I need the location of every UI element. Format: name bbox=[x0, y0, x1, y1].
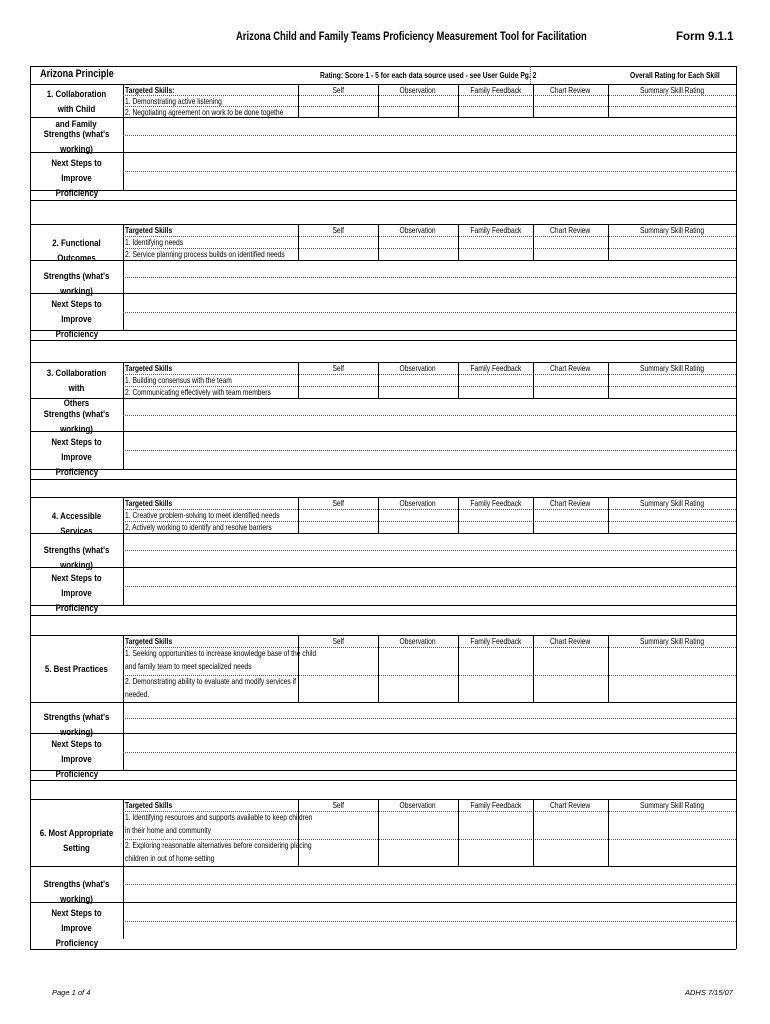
col-observation-header-5: Observation bbox=[399, 636, 437, 646]
strengths-label-5: Strengths (what's working) bbox=[43, 712, 110, 738]
rating-summary-s4-k1[interactable] bbox=[609, 510, 735, 520]
rating-self-s4-k2[interactable] bbox=[299, 522, 377, 532]
skills-heading-2: Targeted Skills bbox=[125, 225, 173, 235]
col-summary-header-1: Summary Skill Rating bbox=[639, 85, 705, 95]
rating-chart-review-s5-k1[interactable] bbox=[534, 648, 607, 674]
next-steps-label-3: Next Steps to Improve Proficiency bbox=[51, 437, 102, 478]
skill-1-2: 2. Negotiating agreement on work to be done togethe bbox=[125, 107, 284, 117]
skill-3-2: 2. Communicating effectively with team members bbox=[125, 387, 271, 397]
col-chart-review-header-2: Chart Review bbox=[550, 225, 591, 235]
col-family-feedback-header-4: Family Feedback bbox=[469, 498, 521, 508]
rating-family-feedback-s5-k1[interactable] bbox=[459, 648, 532, 674]
rating-summary-s5-k2[interactable] bbox=[609, 676, 735, 701]
col-self-header-6: Self bbox=[332, 800, 344, 810]
rating-chart-review-s3-k2[interactable] bbox=[534, 387, 607, 397]
col-family-feedback-header-3: Family Feedback bbox=[469, 363, 521, 373]
col-self-header-3: Self bbox=[332, 363, 344, 373]
strengths-field-5[interactable] bbox=[124, 703, 735, 732]
col-summary-header-5: Summary Skill Rating bbox=[639, 636, 705, 646]
rating-observation-s6-k1[interactable] bbox=[379, 812, 457, 838]
strengths-field-3[interactable] bbox=[124, 399, 735, 430]
rating-self-s2-k2[interactable] bbox=[299, 249, 377, 259]
skill-2-1: 1. Identifying needs bbox=[125, 237, 184, 247]
rating-self-s3-k2[interactable] bbox=[299, 387, 377, 397]
strengths-field-1[interactable] bbox=[124, 118, 735, 151]
rating-observation-s3-k2[interactable] bbox=[379, 387, 457, 397]
strengths-label-1: Strengths (what's working) bbox=[43, 129, 110, 155]
rating-family-feedback-s5-k2[interactable] bbox=[459, 676, 532, 701]
strengths-label-6: Strengths (what's working) bbox=[43, 878, 110, 905]
rating-self-s6-k2[interactable] bbox=[299, 840, 377, 865]
rating-summary-s6-k1[interactable] bbox=[609, 812, 735, 838]
strengths-label-2: Strengths (what's working) bbox=[43, 271, 110, 297]
col-chart-review-header-4: Chart Review bbox=[550, 498, 591, 508]
rating-chart-review-s4-k2[interactable] bbox=[534, 522, 607, 532]
rating-self-s5-k1[interactable] bbox=[299, 648, 377, 674]
col-family-feedback-header-1: Family Feedback bbox=[469, 85, 521, 95]
next-steps-field-4[interactable] bbox=[124, 568, 735, 604]
strengths-field-6[interactable] bbox=[124, 867, 735, 901]
rating-chart-review-s4-k1[interactable] bbox=[534, 510, 607, 520]
rating-family-feedback-s6-k2[interactable] bbox=[459, 840, 532, 865]
rating-chart-review-s3-k1[interactable] bbox=[534, 375, 607, 385]
rating-family-feedback-s6-k1[interactable] bbox=[459, 812, 532, 838]
rating-chart-review-s1-k1[interactable] bbox=[534, 96, 607, 105]
col-summary-header-3: Summary Skill Rating bbox=[639, 363, 705, 373]
rating-family-feedback-s1-k1[interactable] bbox=[459, 96, 532, 105]
skill-6-2-cont: children in out of home setting bbox=[125, 853, 215, 863]
rating-summary-s2-k1[interactable] bbox=[609, 237, 735, 247]
rating-chart-review-s6-k1[interactable] bbox=[534, 812, 607, 838]
proficiency-table bbox=[30, 66, 736, 949]
col-family-feedback-header-6: Family Feedback bbox=[469, 800, 521, 810]
col-summary-header-2: Summary Skill Rating bbox=[639, 225, 705, 235]
col-chart-review-header-3: Chart Review bbox=[550, 363, 591, 373]
col-self-header-5: Self bbox=[332, 636, 344, 646]
col-observation-header-1: Observation bbox=[399, 85, 437, 95]
col-observation-header-4: Observation bbox=[399, 498, 437, 508]
skills-heading-4: Targeted Skills bbox=[125, 498, 173, 508]
rating-chart-review-s2-k2[interactable] bbox=[534, 249, 607, 259]
strengths-field-2[interactable] bbox=[124, 261, 735, 292]
strengths-label-4: Strengths (what's working) bbox=[43, 544, 110, 571]
skill-6-1: 1. Identifying resources and supports available to keep children bbox=[125, 812, 313, 822]
rating-observation-s5-k1[interactable] bbox=[379, 648, 457, 674]
rating-observation-s1-k1[interactable] bbox=[379, 96, 457, 105]
rating-self-s6-k1[interactable] bbox=[299, 812, 377, 838]
rating-chart-review-s5-k2[interactable] bbox=[534, 676, 607, 701]
overall-rating-header: Overall Rating for Each Skill bbox=[630, 70, 720, 80]
skills-heading-6: Targeted Skills bbox=[125, 800, 173, 810]
principle-6-label: 6. Most Appropriate Setting bbox=[39, 828, 114, 854]
principle-4-label: 4. Accessible Services bbox=[51, 510, 102, 537]
next-steps-label-1: Next Steps to Improve Proficiency bbox=[51, 158, 102, 199]
skills-heading-5: Targeted Skills bbox=[125, 636, 173, 646]
rating-observation-s2-k1[interactable] bbox=[379, 237, 457, 247]
next-steps-label-6: Next Steps to Improve Proficiency bbox=[51, 907, 102, 949]
next-steps-field-2[interactable] bbox=[124, 294, 735, 329]
rating-summary-s4-k2[interactable] bbox=[609, 522, 735, 532]
rating-self-s1-k1[interactable] bbox=[299, 96, 377, 105]
rating-observation-s4-k2[interactable] bbox=[379, 522, 457, 532]
next-steps-label-4: Next Steps to Improve Proficiency bbox=[51, 573, 102, 614]
rating-self-s2-k1[interactable] bbox=[299, 237, 377, 247]
col-self-header-2: Self bbox=[332, 225, 344, 235]
skill-5-1-cont: and family team to meet specialized needs bbox=[125, 661, 252, 671]
rating-observation-s1-k2[interactable] bbox=[379, 107, 457, 116]
skill-6-1-cont: in their home and community bbox=[125, 825, 212, 835]
rating-chart-review-s6-k2[interactable] bbox=[534, 840, 607, 865]
rating-family-feedback-s4-k1[interactable] bbox=[459, 510, 532, 520]
next-steps-field-5[interactable] bbox=[124, 734, 735, 769]
form-title: Arizona Child and Family Teams Proficiency Measurement Tool for Facilitation bbox=[236, 31, 587, 43]
col-chart-review-header-6: Chart Review bbox=[550, 800, 591, 810]
rating-family-feedback-s2-k2[interactable] bbox=[459, 249, 532, 259]
rating-family-feedback-s1-k2[interactable] bbox=[459, 107, 532, 116]
rating-family-feedback-s3-k2[interactable] bbox=[459, 387, 532, 397]
principle-5-label: 5. Best Practices bbox=[45, 664, 108, 675]
skill-4-2: 2. Actively working to identify and resolve barriers bbox=[125, 522, 272, 532]
rating-self-s1-k2[interactable] bbox=[299, 107, 377, 116]
strengths-label-3: Strengths (what's working) bbox=[43, 409, 110, 435]
next-steps-field-1[interactable] bbox=[124, 153, 735, 189]
rating-family-feedback-s3-k1[interactable] bbox=[459, 375, 532, 385]
principle-column-header: Arizona Principle bbox=[39, 68, 114, 80]
skill-5-2-cont: needed. bbox=[125, 689, 150, 699]
rating-instructions: Rating: Score 1 - 5 for each data source used - see User Guide Pg. 2 bbox=[320, 70, 537, 80]
principle-2-label: 2. Functional Outcomes bbox=[52, 237, 101, 264]
col-observation-header-2: Observation bbox=[399, 225, 437, 235]
rating-summary-s1-k1[interactable] bbox=[609, 96, 735, 105]
form-code: ADHS 7/15/07 bbox=[685, 988, 733, 997]
rating-observation-s5-k2[interactable] bbox=[379, 676, 457, 701]
col-family-feedback-header-2: Family Feedback bbox=[469, 225, 521, 235]
col-observation-header-6: Observation bbox=[399, 800, 437, 810]
rating-family-feedback-s2-k1[interactable] bbox=[459, 237, 532, 247]
next-steps-field-3[interactable] bbox=[124, 432, 735, 468]
strengths-field-4[interactable] bbox=[124, 534, 735, 566]
rating-self-s3-k1[interactable] bbox=[299, 375, 377, 385]
rating-summary-s3-k1[interactable] bbox=[609, 375, 735, 385]
skill-3-1: 1. Building consensus with the team bbox=[125, 375, 232, 385]
next-steps-label-2: Next Steps to Improve Proficiency bbox=[51, 298, 102, 340]
rating-observation-s3-k1[interactable] bbox=[379, 375, 457, 385]
rating-chart-review-s2-k1[interactable] bbox=[534, 237, 607, 247]
rating-observation-s6-k2[interactable] bbox=[379, 840, 457, 865]
col-family-feedback-header-5: Family Feedback bbox=[469, 636, 521, 646]
rating-summary-s5-k1[interactable] bbox=[609, 648, 735, 674]
skill-4-1: 1. Creative problem-solving to meet identified needs bbox=[125, 510, 280, 520]
col-summary-header-4: Summary Skill Rating bbox=[639, 498, 705, 508]
col-observation-header-3: Observation bbox=[399, 363, 437, 373]
col-chart-review-header-1: Chart Review bbox=[550, 85, 591, 95]
rating-chart-review-s1-k2[interactable] bbox=[534, 107, 607, 116]
form-number: Form 9.1.1 bbox=[676, 31, 734, 43]
next-steps-label-5: Next Steps to Improve Proficiency bbox=[51, 738, 102, 780]
skill-6-2: 2. Exploring reasonable alternatives before considering placing bbox=[125, 840, 312, 850]
rating-summary-s6-k2[interactable] bbox=[609, 840, 735, 865]
skill-2-2: 2. Service planning process builds on identified needs bbox=[125, 249, 285, 259]
rating-summary-s2-k2[interactable] bbox=[609, 249, 735, 259]
next-steps-field-6[interactable] bbox=[124, 903, 735, 938]
skills-heading-3: Targeted Skills bbox=[125, 363, 173, 373]
skill-5-2: 2. Demonstrating ability to evaluate and modify services if bbox=[125, 676, 296, 686]
page-number: Page 1 of 4 bbox=[52, 988, 91, 997]
rating-summary-s3-k2[interactable] bbox=[609, 387, 735, 397]
principle-1-label: 1. Collaboration with Child and Family bbox=[46, 88, 107, 130]
skill-1-1: 1. Demonstrating active listening bbox=[125, 96, 222, 106]
principle-3-label: 3. Collaboration with Others bbox=[46, 368, 107, 409]
rating-observation-s2-k2[interactable] bbox=[379, 249, 457, 259]
rating-observation-s4-k1[interactable] bbox=[379, 510, 457, 520]
col-chart-review-header-5: Chart Review bbox=[550, 636, 591, 646]
rating-self-s4-k1[interactable] bbox=[299, 510, 377, 520]
rating-self-s5-k2[interactable] bbox=[299, 676, 377, 701]
rating-summary-s1-k2[interactable] bbox=[609, 107, 735, 116]
col-summary-header-6: Summary Skill Rating bbox=[639, 800, 705, 810]
col-self-header-4: Self bbox=[332, 498, 344, 508]
skill-5-1: 1. Seeking opportunities to increase knowledge base of the child bbox=[125, 648, 317, 658]
skills-heading-1: Targeted Skills: bbox=[125, 85, 175, 95]
col-self-header-1: Self bbox=[332, 85, 344, 95]
rating-family-feedback-s4-k2[interactable] bbox=[459, 522, 532, 532]
